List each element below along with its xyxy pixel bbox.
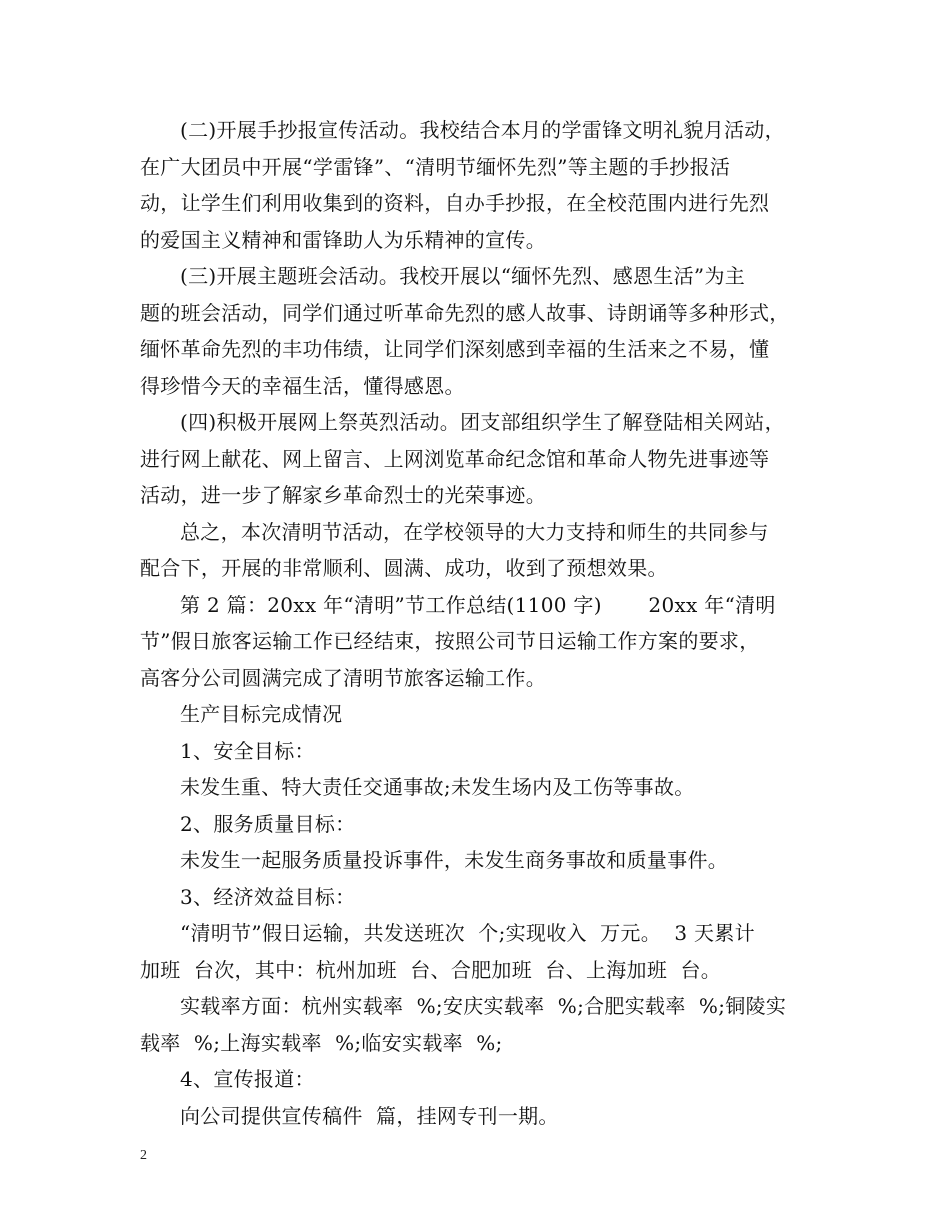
paragraph xyxy=(140,514,830,587)
text-line: 生产目标完成情况 xyxy=(180,702,343,726)
paragraph xyxy=(140,696,830,733)
text-line: 未发生重、特大责任交通事故;未发生场内及工伤等事故。 xyxy=(180,775,695,799)
paragraph xyxy=(140,988,830,1061)
text-line: 4、宣传报道： xyxy=(180,1067,315,1091)
page-number: 2 xyxy=(140,1148,147,1163)
text-line: 未发生一起服务质量投诉事件，未发生商务事故和质量事件。 xyxy=(180,848,729,872)
text-line: 缅怀革命先烈的丰功伟绩，让同学们深刻感到幸福的生活来之不易，懂 xyxy=(140,337,770,361)
text-line: 进行网上献花、网上留言、上网浏览革命纪念馆和革命人物先进事迹等 xyxy=(140,446,770,471)
paragraph xyxy=(140,404,830,514)
paragraph xyxy=(140,733,830,770)
text-line: 高客分公司圆满完成了清明节旅客运输工作。 xyxy=(140,665,546,690)
text-line: (二)开展手抄报宣传活动。我校结合本月的学雷锋文明礼貌月活动， xyxy=(180,118,785,142)
text-line: 活动，进一步了解家乡革命烈士的光荣事迹。 xyxy=(140,483,546,507)
text-line: 配合下，开展的非常顺利、圆满、成功，收到了预想效果。 xyxy=(140,556,668,580)
text-line: (四)积极开展网上祭英烈活动。团支部组织学生了解登陆相关网站， xyxy=(180,410,785,434)
text-line: “清明节”假日运输，共发送班次 个;实现收入 万元。 3 天累计 xyxy=(180,921,755,945)
text-line: 节”假日旅客运输工作已经结束，按照公司节日运输工作方案的要求， xyxy=(140,629,760,653)
text-line: 的爱国主义精神和雷锋助人为乐精神的宣传。 xyxy=(140,227,546,252)
text-line: 向公司提供宣传稿件 篇，挂网专刊一期。 xyxy=(180,1103,559,1128)
paragraph xyxy=(140,587,830,697)
paragraph xyxy=(140,258,830,404)
text-line: 题的班会活动，同学们通过听革命先烈的感人故事、诗朗诵等多种形式， xyxy=(140,300,790,325)
text-line: 1、安全目标： xyxy=(180,738,315,763)
text-line: 实载率方面：杭州实载率 %;安庆实载率 %;合肥实载率 %;铜陵实 xyxy=(180,994,787,1018)
paragraph xyxy=(140,842,830,879)
paragraph xyxy=(140,1061,830,1098)
paragraph xyxy=(140,769,830,806)
text-line: (三)开展主题班会活动。我校开展以“缅怀先烈、感恩生活”为主 xyxy=(180,264,746,288)
text-line: 在广大团员中开展“学雷锋”、“清明节缅怀先烈”等主题的手抄报活 xyxy=(140,154,731,179)
text-line: 载率 %;上海实载率 %;临安实载率 %; xyxy=(140,1030,503,1055)
paragraph xyxy=(140,1098,830,1135)
document-body xyxy=(140,112,830,1134)
text-line: 总之，本次清明节活动，在学校领导的大力支持和师生的共同参与 xyxy=(180,519,769,544)
paragraph xyxy=(140,806,830,843)
text-line: 2、服务质量目标： xyxy=(180,811,356,836)
text-line: 动，让学生们利用收集到的资料，自办手抄报，在全校范围内进行先烈 xyxy=(140,191,770,215)
text-line: 得珍惜今天的幸福生活，懂得感恩。 xyxy=(140,373,465,398)
text-line: 加班 台次，其中：杭州加班 台、合肥加班 台、上海加班 台。 xyxy=(140,957,722,982)
text-line: 3、经济效益目标： xyxy=(180,884,356,909)
paragraph xyxy=(140,112,830,258)
text-line: 第 2 篇：20xx 年“清明”节工作总结(1100 字) 20xx 年“清明 xyxy=(180,592,776,617)
paragraph xyxy=(140,915,830,988)
paragraph xyxy=(140,879,830,916)
